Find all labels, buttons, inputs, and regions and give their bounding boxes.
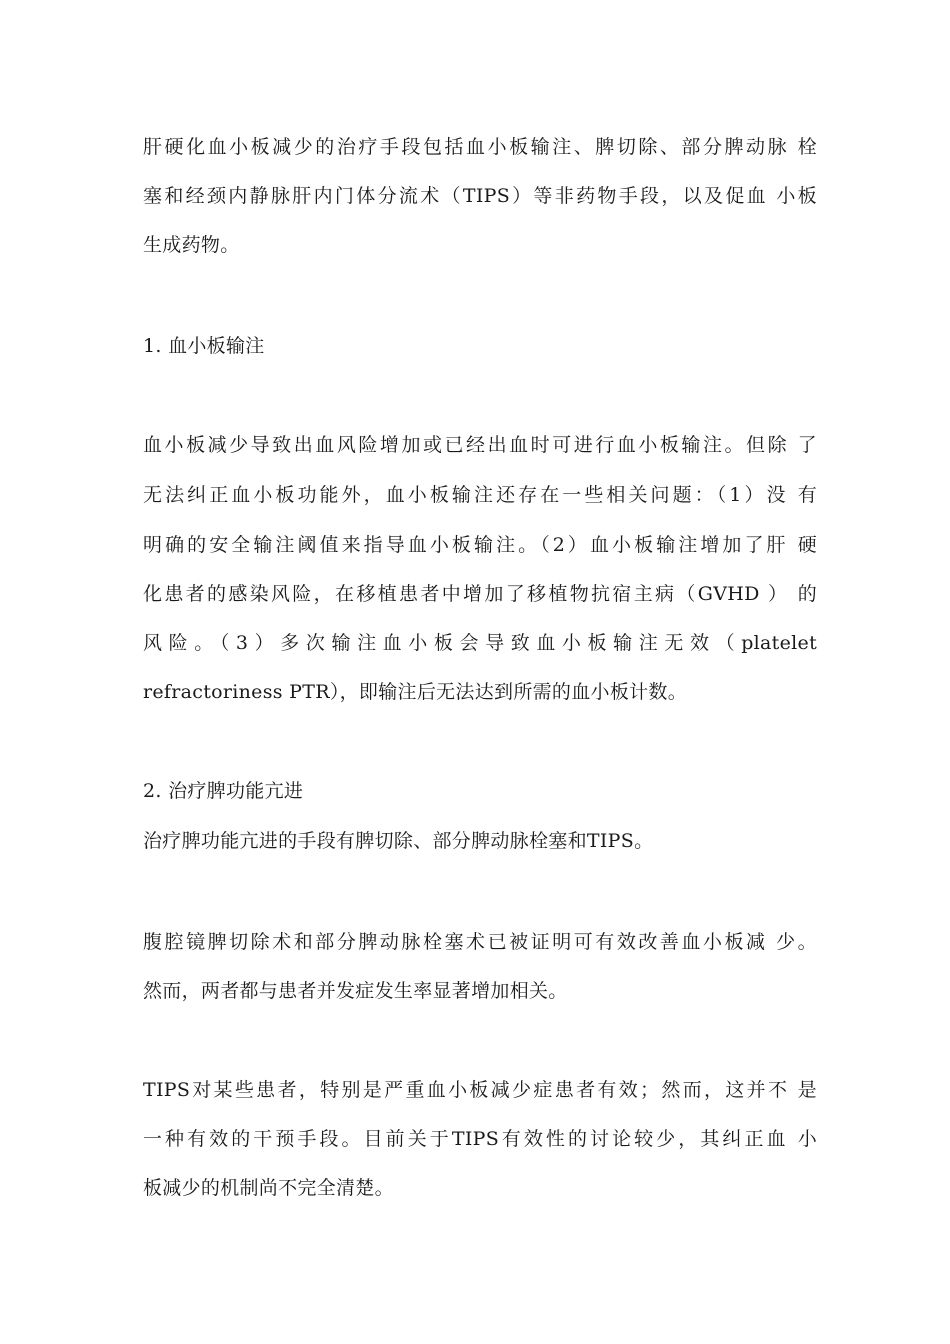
intro-line-1: 肝硬化血小板减少的治疗手段包括血小板输注、脾切除、部分脾动脉 栓 xyxy=(143,136,817,158)
tips-line-3: 板减少的机制尚不完全清楚。 xyxy=(143,1177,394,1199)
tips-line-1: TIPS对某些患者，特别是严重血小板减少症患者有效；然而，这并不 是 xyxy=(143,1079,817,1101)
transfusion-line-6: refractoriness PTR），即输注后无法达到所需的血小板计数。 xyxy=(143,681,688,703)
transfusion-line-2: 无法纠正血小板功能外，血小板输注还存在一些相关问题：（1）没 有 xyxy=(143,484,817,506)
splenectomy-line-2: 然而，两者都与患者并发症发生率显著增加相关。 xyxy=(143,980,568,1002)
transfusion-line-1: 血小板减少导致出血风险增加或已经出血时可进行血小板输注。但除 了 xyxy=(143,434,817,456)
section-heading-1: 1. 血小板输注 xyxy=(143,335,265,357)
intro-line-3: 生成药物。 xyxy=(143,234,240,256)
tips-line-2: 一种有效的干预手段。目前关于TIPS有效性的讨论较少，其纠正血 小 xyxy=(143,1128,817,1150)
transfusion-line-4: 化患者的感染风险，在移植患者中增加了移植物抗宿主病（GVHD ） 的 xyxy=(143,583,817,605)
transfusion-line-3: 明确的安全输注阈值来指导血小板输注。（2）血小板输注增加了肝 硬 xyxy=(143,534,817,556)
hypersplenism-intro: 治疗脾功能亢进的手段有脾切除、部分脾动脉栓塞和TIPS。 xyxy=(143,830,654,852)
transfusion-line-5: 风险。（3）多次输注血小板会导致血小板输注无效（platelet xyxy=(143,632,817,654)
splenectomy-line-1: 腹腔镜脾切除术和部分脾动脉栓塞术已被证明可有效改善血小板减 少。 xyxy=(143,931,817,953)
section-heading-2: 2. 治疗脾功能亢进 xyxy=(143,780,304,802)
intro-line-2: 塞和经颈内静脉肝内门体分流术（TIPS）等非药物手段，以及促血 小板 xyxy=(143,185,817,207)
